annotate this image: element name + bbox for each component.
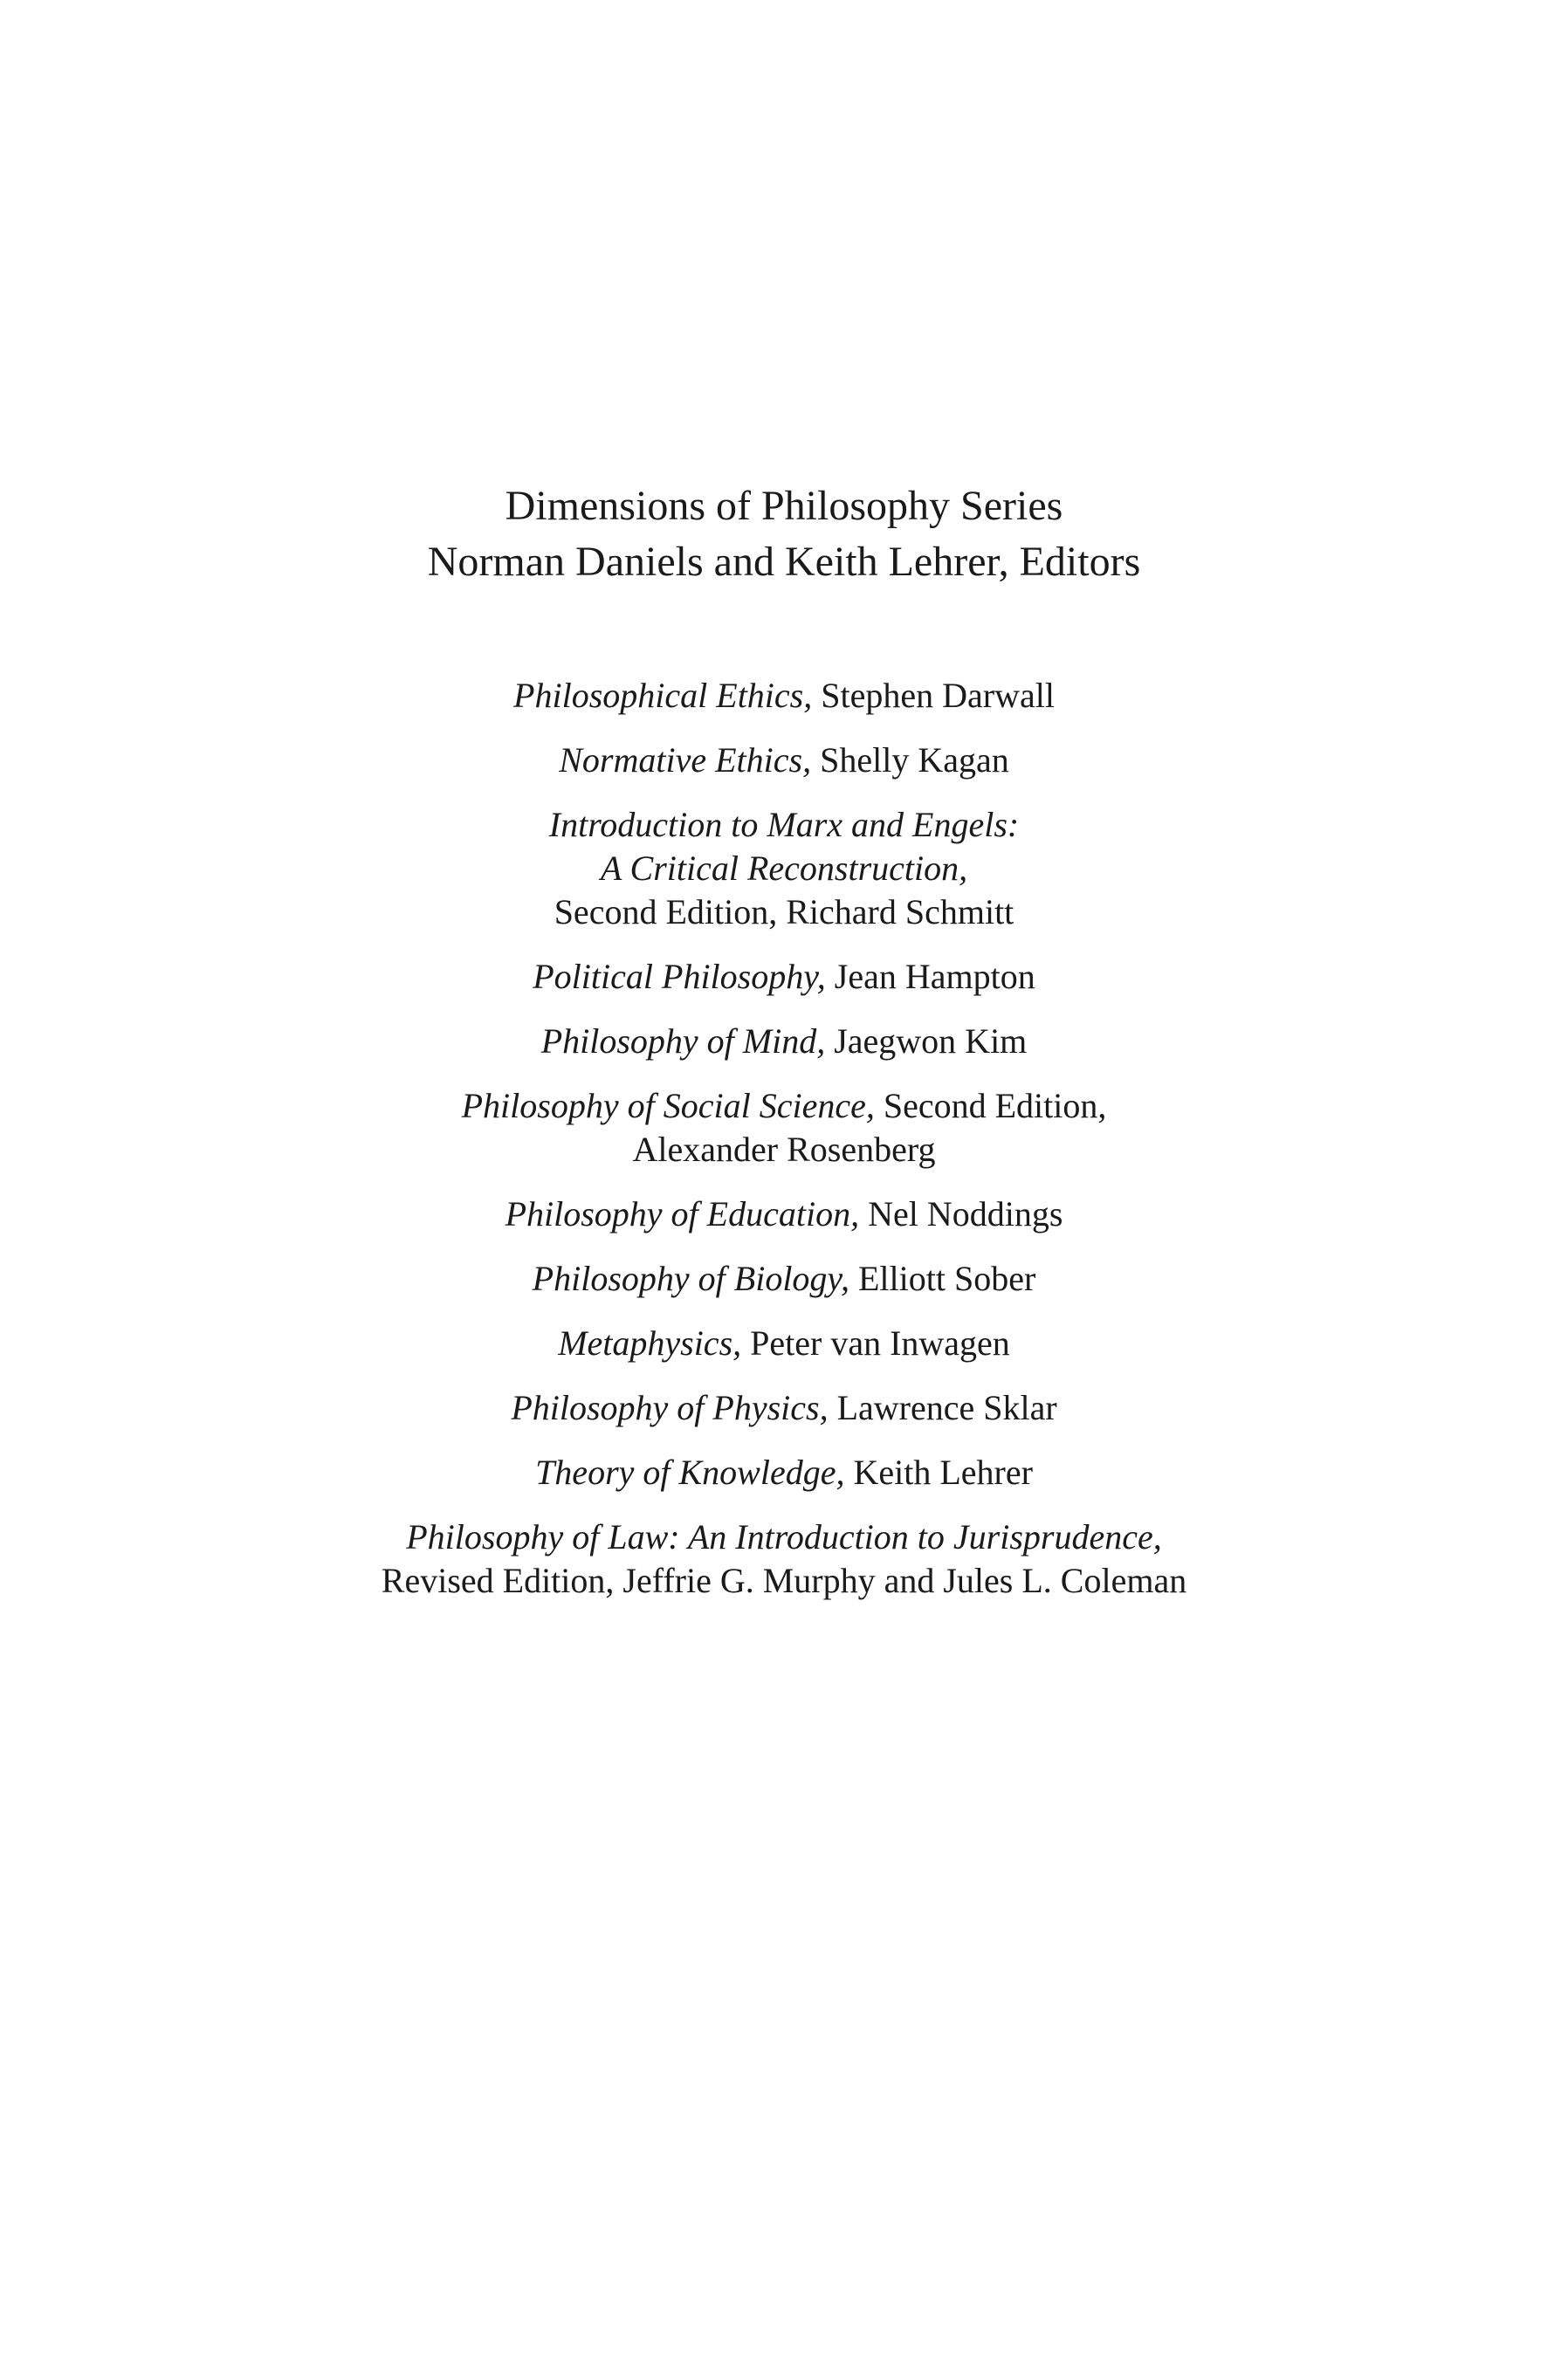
book-title: Philosophy of Physics,	[511, 1388, 829, 1427]
series-editors: Norman Daniels and Keith Lehrer, Editors	[427, 539, 1141, 585]
book-author: Peter van Inwagen	[741, 1323, 1010, 1363]
book-entry-metaphysics	[0, 1322, 1568, 1365]
book-title: Philosophy of Mind,	[540, 1021, 826, 1061]
series-header	[0, 478, 1568, 590]
book-entry-philosophy-of-education	[0, 1192, 1568, 1236]
book-entry-philosophy-of-mind	[0, 1020, 1568, 1063]
book-entry-normative-ethics	[0, 739, 1568, 782]
book-author: Jean Hampton	[825, 957, 1035, 996]
book-title: Philosophy of Biology,	[532, 1259, 849, 1298]
book-entry-theory-of-knowledge	[0, 1451, 1568, 1495]
book-entry-political-philosophy	[0, 955, 1568, 999]
book-author: Jaegwon Kim	[825, 1021, 1028, 1061]
book-title: Philosophical Ethics,	[513, 676, 813, 715]
book-title: Philosophy of Social Science,	[461, 1086, 875, 1125]
book-author: Second Edition, Richard Schmitt	[554, 892, 1014, 931]
book-entry-social-science	[0, 1084, 1568, 1172]
book-title: Metaphysics,	[558, 1323, 742, 1363]
book-entry-marx-engels	[0, 803, 1568, 934]
book-author: Nel Noddings	[859, 1194, 1063, 1233]
book-list	[0, 674, 1568, 1624]
book-author: Shelly Kagan	[811, 740, 1009, 780]
book-author: Lawrence Sklar	[828, 1388, 1057, 1427]
book-author: Revised Edition, Jeffrie G. Murphy and Jules L. Coleman	[381, 1561, 1187, 1600]
book-title: Philosophy of Education,	[505, 1194, 860, 1233]
book-title: Political Philosophy,	[533, 957, 826, 996]
book-title: Theory of Knowledge,	[535, 1453, 845, 1492]
book-entry-philosophical-ethics	[0, 674, 1568, 718]
book-entry-philosophy-of-physics	[0, 1386, 1568, 1430]
book-author: Elliott Sober	[849, 1259, 1036, 1298]
book-author: Keith Lehrer	[844, 1453, 1033, 1492]
book-entry-philosophy-of-law	[0, 1515, 1568, 1603]
book-subtitle: A Critical Reconstruction,	[600, 849, 968, 888]
book-title: Philosophy of Law: An Introduction to Jurisprudence,	[406, 1517, 1162, 1556]
book-author: Stephen Darwall	[812, 676, 1055, 715]
book-entry-philosophy-of-biology	[0, 1257, 1568, 1301]
book-title: Introduction to Marx and Engels:	[548, 805, 1020, 844]
book-author: Alexander Rosenberg	[632, 1130, 936, 1169]
series-title: Dimensions of Philosophy Series	[505, 483, 1063, 529]
book-title: Normative Ethics,	[559, 740, 812, 780]
book-edition: Second Edition,	[874, 1086, 1107, 1125]
